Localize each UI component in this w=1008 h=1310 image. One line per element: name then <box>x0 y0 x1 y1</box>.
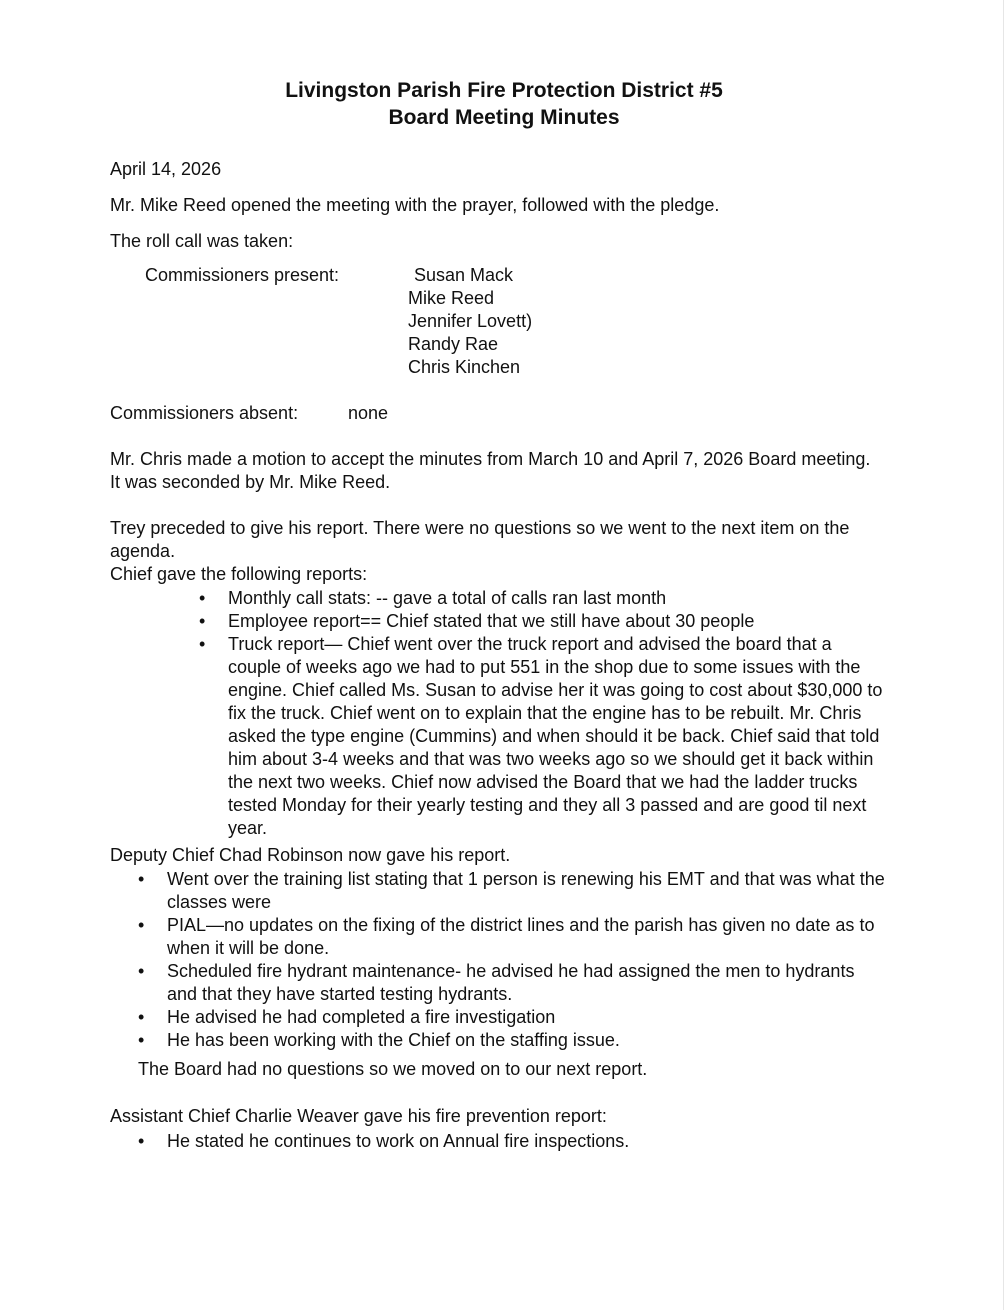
minutes-motion-paragraph: Mr. Chris made a motion to accept the minutes from March 10 and April 7, 2026 Board meeting. It was seconded by Mr. Mike Reed. <box>110 449 871 492</box>
list-item: • Monthly call stats: -- gave a total of calls ran last month <box>228 587 884 610</box>
opening-statement: Mr. Mike Reed opened the meeting with the prayer, followed with the pledge. <box>110 195 720 215</box>
list-item: • Scheduled fire hydrant maintenance- he advised he had assigned the men to hydrants and that they have started testing hydrants. <box>167 960 887 1006</box>
trey-report-paragraph: Trey preceded to give his report. There were no questions so we went to the next item on the agenda. <box>110 518 850 561</box>
list-item: • PIAL—no updates on the fixing of the district lines and the parish has given no date as to when it will be done. <box>167 914 887 960</box>
list-item: • Went over the training list stating that 1 person is renewing his EMT and that was what the classes were <box>167 868 887 914</box>
deputy-report-closing: The Board had no questions so we moved on to our next report. <box>138 1059 648 1079</box>
meeting-date: April 14, 2026 <box>110 159 222 179</box>
present-name: Susan Mack <box>414 265 514 285</box>
present-label: Commissioners present: <box>145 265 340 285</box>
assistant-report-intro: Assistant Chief Charlie Weaver gave his fire prevention report: <box>110 1106 607 1126</box>
present-name: Jennifer Lovett) <box>408 311 533 331</box>
list-item: • He stated he continues to work on Annual fire inspections. <box>167 1130 887 1153</box>
document-title: Livingston Parish Fire Protection District #5 <box>285 79 723 102</box>
present-name: Randy Rae <box>408 334 499 354</box>
list-item: • Truck report— Chief went over the truck report and advised the board that a couple of weeks ago we had to put 551 in the shop due to some issues with the engine. Chief called Ms. Susan to advise her it was going to cost about $30,000 to fix the truck. Chief went on to explain that the engine has to be rebuilt. Mr. Chris asked the type engine (Cummins) and when should it be back. Chief said that told him about 3-4 weeks and that was two weeks ago so we should get it back within the next two weeks. Chief now advised the Board that we had the ladder trucks tested Monday for their yearly testing and they all 3 passed and are good til next year. <box>228 633 884 840</box>
scan-edge-line <box>1003 0 1004 1310</box>
list-item: • Employee report== Chief stated that we still have about 30 people <box>228 610 884 633</box>
list-item: • He has been working with the Chief on the staffing issue. <box>167 1029 887 1052</box>
chief-report-intro: Chief gave the following reports: <box>110 564 368 584</box>
present-name: Mike Reed <box>408 288 495 308</box>
assistant-report-list <box>167 1130 887 1153</box>
deputy-report-intro: Deputy Chief Chad Robinson now gave his report. <box>110 845 511 865</box>
roll-call-statement: The roll call was taken: <box>110 231 294 251</box>
absent-label: Commissioners absent: <box>110 403 299 423</box>
list-item: • He advised he had completed a fire investigation <box>167 1006 887 1029</box>
deputy-report-list <box>167 868 887 1052</box>
present-name: Chris Kinchen <box>408 357 521 377</box>
document-subtitle: Board Meeting Minutes <box>388 106 620 129</box>
absent-value: none <box>348 403 389 423</box>
chief-report-list <box>228 587 884 840</box>
